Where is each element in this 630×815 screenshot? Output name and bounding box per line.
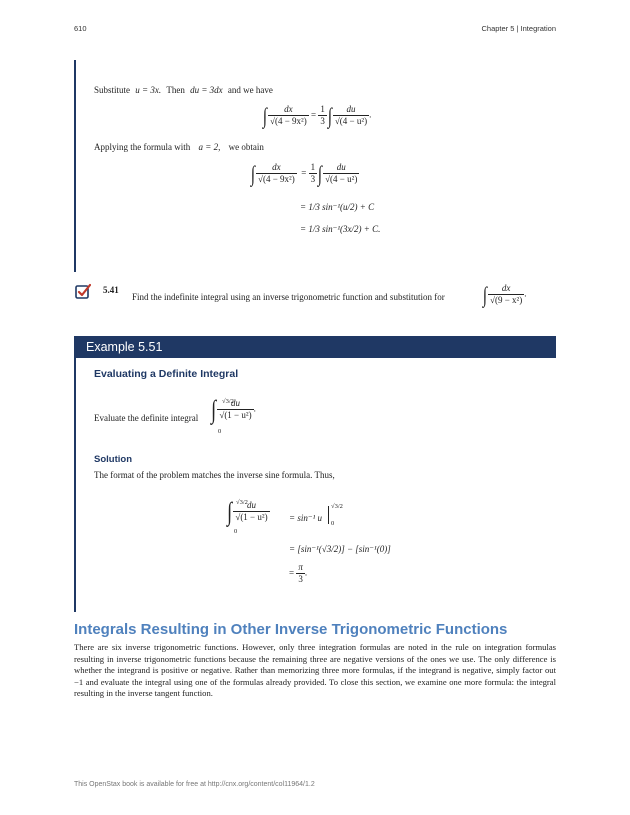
- checkpoint-icon: [75, 283, 91, 299]
- eq2-coef-num: 1: [310, 162, 316, 172]
- eq2-rhs-den: √(4 − u²): [325, 174, 358, 184]
- example-integral: ∫ $\frac{du}{\text{√(1 − u²)}}$ .: [211, 394, 256, 424]
- page-number: 610: [74, 24, 87, 33]
- solution-integral: ∫ $\frac{du}{\text{√(1 − u²)}}$: [227, 496, 268, 526]
- section-paragraph: There are six inverse trigonometric functions. However, only three integration formulas are noted in the rule on integration formulas resulting in inverse trigonometric functions because the remaining three are negative versions of the ones we use. The only difference is whether the integrand is positive or negative. Rather than memorizing three more formulas, if the integrand is negative, simply factor out −1 and evaluate the integral using one of the formulas already provided. To close this section, we examine one more formula: the integral resulting in the inverse tangent function.: [74, 642, 556, 699]
- footer-text: This OpenStax book is available for free at http://cnx.org/content/col11964/1.2: [74, 781, 315, 788]
- checkpoint-text: Find the indefinite integral using an inverse trigonometric function and substitution for: [132, 292, 445, 302]
- equation-1: ∫ $\frac{dx}{\text{√(4 − 9x²)}}$ = $\frac{1}{3}$ ∫ $\frac{du}{\text{√(4 − u²)}}$ .: [262, 102, 372, 128]
- eq2-lhs-num: dx: [256, 162, 297, 174]
- eq1-lhs-num: dx: [268, 104, 309, 116]
- example-prompt: Evaluate the definite integral: [94, 413, 199, 423]
- solution-line-2: = [sin⁻¹(√3/2)] − [sin⁻¹(0)]: [289, 544, 391, 554]
- solution-eval-lower: 0: [331, 520, 335, 527]
- eq1-rhs-num: du: [333, 104, 369, 116]
- equation-2: ∫ $\frac{dx}{\text{√(4 − 9x²)}}$ = $\frac{1}{3}$ ∫ $\frac{du}{\text{√(4 − u²)}}$: [250, 160, 358, 186]
- solution-upper-limit: √3/2: [236, 499, 248, 506]
- example-integrand-den: √(1 − u²): [219, 410, 252, 420]
- example-header-label: Example 5.51: [86, 340, 163, 354]
- example-integrand-num: du: [217, 398, 253, 410]
- checkpoint-number: 5.41: [103, 285, 119, 295]
- solution-line-3: = $\frac{\pi}{3}$ .: [289, 562, 308, 584]
- solution-lower-limit: 0: [234, 528, 238, 535]
- solution-text: The format of the problem matches the inverse sine formula. Thus,: [94, 470, 335, 480]
- eq2-line2: = 1/3 sin⁻¹(u/2) + C: [300, 202, 375, 212]
- solution-pi: π: [298, 562, 303, 572]
- applying-text: Applying the formula with: [94, 142, 191, 152]
- substitute-line: [94, 85, 273, 97]
- example-title: Evaluating a Definite Integral: [94, 368, 239, 380]
- eq2-line3: = 1/3 sin⁻¹(3x/2) + C.: [300, 224, 381, 234]
- example-upper-limit: √3/2: [222, 398, 234, 405]
- eq1-lhs-den: √(4 − 9x²): [270, 116, 307, 126]
- solution-eval-upper: √3/2: [331, 503, 343, 510]
- checkpoint-integrand-den: √(9 − x²): [490, 295, 523, 305]
- solution-integrand-num: du: [233, 500, 269, 512]
- eq1-rhs-den: √(4 − u²): [334, 116, 368, 126]
- solution-label: Solution: [94, 454, 132, 465]
- applying-math: a = 2,: [198, 142, 221, 152]
- we-obtain: we obtain: [228, 142, 264, 152]
- checkpoint-integrand: ∫ $\frac{dx}{\text{√(9 − x²)}}$ .: [482, 281, 527, 307]
- checkpoint-integrand-num: dx: [488, 283, 524, 295]
- then-math: du = 3dx: [190, 85, 223, 95]
- example-bar-bottom: [74, 358, 76, 612]
- eq2-rhs-num: du: [323, 162, 359, 174]
- solution-integrand-den: √(1 − u²): [235, 512, 268, 522]
- solution-line-1: = sin⁻¹ u: [289, 513, 323, 523]
- example-lower-limit: 0: [218, 428, 222, 435]
- substitute-text: Substitute: [94, 85, 131, 95]
- substitute-math: u = 3x.: [135, 85, 162, 95]
- eq1-coef-den: 3: [320, 116, 325, 126]
- example-header: [74, 336, 556, 358]
- applying-line: [94, 142, 264, 154]
- eq2-coef-den: 3: [310, 174, 316, 184]
- evaluation-bar: [328, 506, 329, 524]
- section-title: Integrals Resulting in Other Inverse Trigonometric Functions: [74, 621, 508, 638]
- example-bar-top: [74, 60, 76, 272]
- and-we-have: and we have: [227, 85, 273, 95]
- eq2-lhs-den: √(4 − 9x²): [258, 174, 295, 184]
- solution-three: 3: [298, 574, 303, 584]
- then-text: Then: [166, 85, 185, 95]
- eq1-coef-num: 1: [320, 104, 325, 114]
- chapter-title: Chapter 5 | Integration: [481, 24, 556, 33]
